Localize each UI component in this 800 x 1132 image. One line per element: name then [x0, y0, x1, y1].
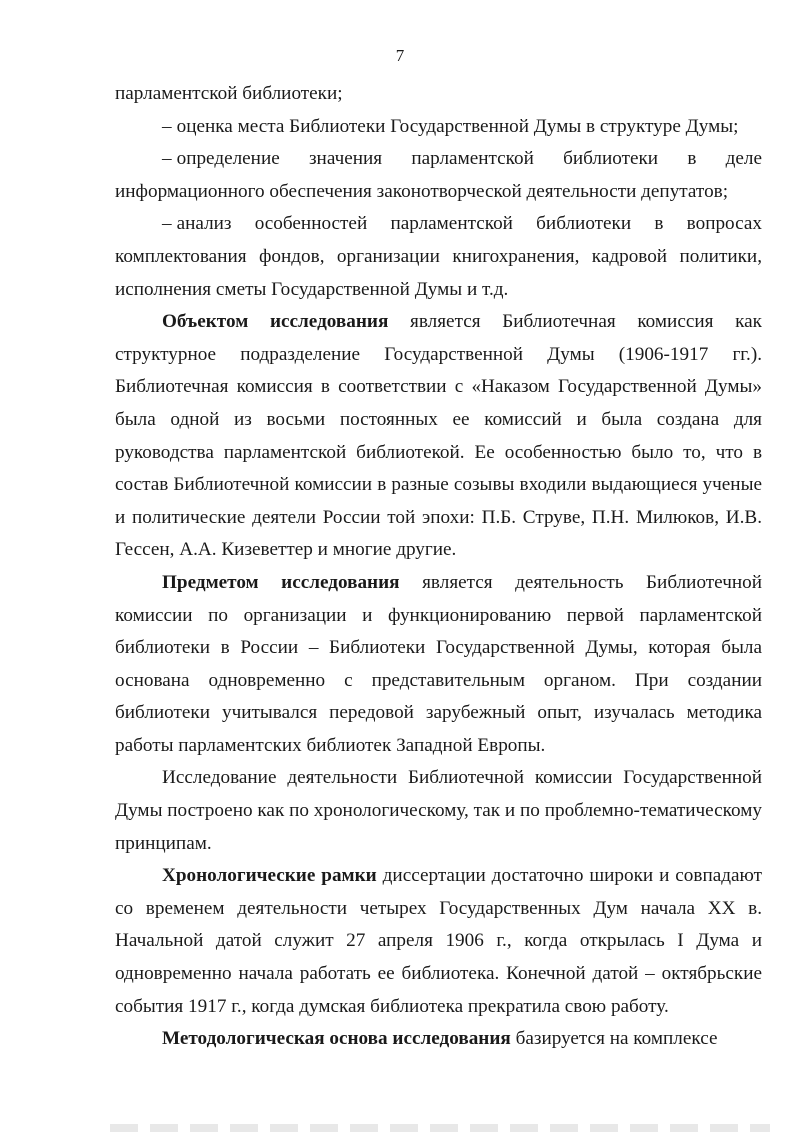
object-paragraph — [115, 306, 762, 567]
object-term: Объектом исследования — [162, 311, 389, 333]
object-text: является Библиотечная комиссия как структурное подразделение Государственной Думы (1906-1917 гг.). Библиотечная комиссия в соответствии с «Наказом Государственной Думы» была одной из восьми постоянных ее комиссий и была создана для руководства парламентской библиотекой. Ее особенностью было то, что в состав Библиотечной комиссии в разные созывы входили выдающиеся ученые и политические деятели России той эпохи: П.Б. Струве, П.Н. Милюков, И.В. Гессен, А.А. Кизеветтер и многие другие. — [115, 311, 762, 561]
chronology-term: Хронологические рамки — [162, 865, 377, 887]
page-bottom-edge — [110, 1124, 770, 1132]
dash-marker: – — [162, 115, 172, 137]
methodology-paragraph — [115, 1023, 762, 1056]
task-text: определение значения парламентской библиотеки в деле информационного обеспечения законотворческой деятельности депутатов; — [115, 148, 762, 202]
dash-marker: – — [162, 213, 172, 235]
document-body — [115, 78, 762, 1056]
methodology-term: Методологическая основа исследования — [162, 1028, 511, 1050]
subject-paragraph — [115, 567, 762, 763]
methodology-text: базируется на комплексе — [510, 1028, 718, 1050]
subject-text: является деятельность Библиотечной комиссии по организации и функционированию первой парламентской библиотеки в России – Библиотеки Государственной Думы, которая была основана одновременно с представительным органом. При создании библиотеки учитывался передовой зарубежный опыт, изучалась методика работы парламентских библиотек Западной Европы. — [115, 571, 762, 756]
dash-marker: – — [162, 148, 172, 170]
chronology-paragraph — [115, 860, 762, 1023]
task-text: анализ особенностей парламентской библиотеки в вопросах комплектования фондов, организации книгохранения, кадровой политики, исполнения сметы Государственной Думы и т.д. — [115, 213, 762, 300]
task-item-library-significance — [115, 143, 762, 208]
subject-term: Предметом исследования — [162, 571, 400, 593]
chronology-text: диссертации достаточно широки и совпадают со временем деятельности четырех Государственных Дум начала XX в. Начальной датой служит 27 апреля 1906 г., когда открылась I Дума и одновременно начала работать ее библиотека. Конечной датой – октябрьские события 1917 г., когда думская библиотека прекратила свою работу. — [115, 865, 762, 1017]
task-item-library-place — [115, 111, 762, 144]
structure-paragraph: Исследование деятельности Библиотечной комиссии Государственной Думы построено как по хронологическому, так и по проблемно-тематическому принципам. — [115, 767, 762, 854]
task-text: оценка места Библиотеки Государственной Думы в структуре Думы; — [176, 115, 739, 137]
continuation-line: парламентской библиотеки; — [115, 83, 343, 104]
page-number: 7 — [395, 46, 405, 65]
task-item-library-analysis — [115, 208, 762, 306]
